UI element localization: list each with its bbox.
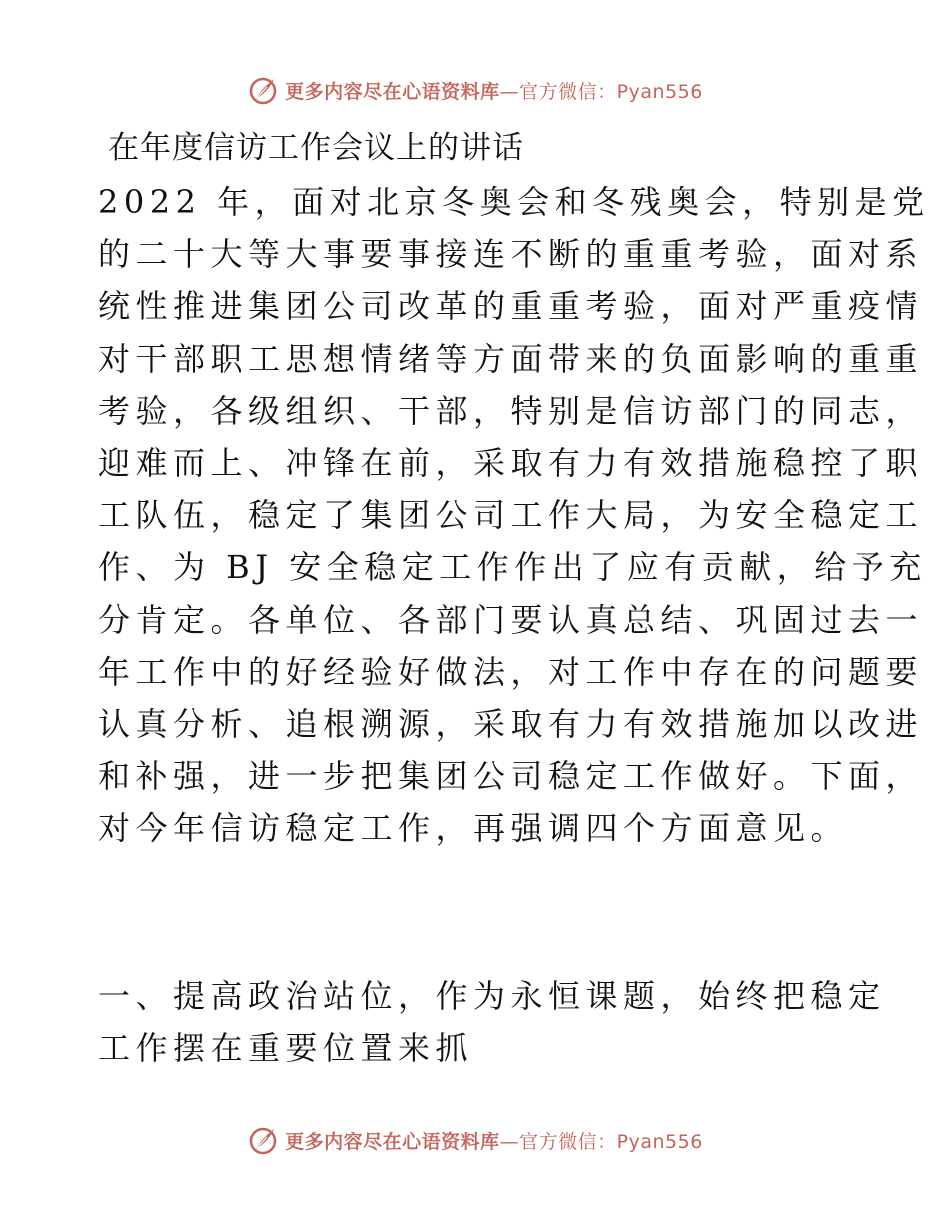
watermark-text: 更多内容尽在心语资料库—官方微信：Pyan556 <box>285 80 703 103</box>
paragraph-line: 的二十大等大事要事接连不断的重重考验，面对系 <box>98 235 924 274</box>
paragraph-line: 对干部职工思想情绪等方面带来的负面影响的重重 <box>98 339 924 378</box>
paragraph-line: 和补强，进一步把集团公司稳定工作做好。下面， <box>98 757 924 796</box>
paragraph-line: 作、为 BJ 安全稳定工作作出了应有贡献，给予充 <box>98 548 927 587</box>
heading-line: 工作摆在重要位置来抓 <box>98 1029 474 1068</box>
paragraph-line: 统性推进集团公司改革的重重考验，面对严重疫情 <box>98 287 924 326</box>
document-title: 在年度信访工作会议上的讲话 <box>108 130 524 166</box>
watermark-footer <box>0 1120 950 1160</box>
paragraph-line: 迎难而上、冲锋在前，采取有力有效措施稳控了职 <box>98 443 924 482</box>
watermark-text: 更多内容尽在心语资料库—官方微信：Pyan556 <box>285 1130 703 1153</box>
paragraph-line: 2022 年，面对北京冬奥会和冬残奥会，特别是党 <box>98 183 930 221</box>
quill-circle-icon <box>247 74 279 106</box>
section-heading <box>98 970 886 1074</box>
quill-circle-icon <box>247 1124 279 1156</box>
watermark-header <box>0 70 950 110</box>
paragraph-line: 工队伍，稳定了集团公司工作大局，为安全稳定工 <box>98 496 924 535</box>
paragraph-line: 认真分析、追根溯源，采取有力有效措施加以改进 <box>98 704 924 743</box>
paragraph-line: 年工作中的好经验好做法，对工作中存在的问题要 <box>98 652 924 691</box>
paragraph-line: 考验，各级组织、干部，特别是信访部门的同志， <box>98 391 924 430</box>
paragraph-line: 分肯定。各单位、各部门要认真总结、巩固过去一 <box>98 600 924 639</box>
heading-line: 一、提高政治站位，作为永恒课题，始终把稳定 <box>98 977 886 1015</box>
paragraph-line: 对今年信访稳定工作，再强调四个方面意见。 <box>98 809 849 848</box>
body-paragraph <box>98 176 930 854</box>
